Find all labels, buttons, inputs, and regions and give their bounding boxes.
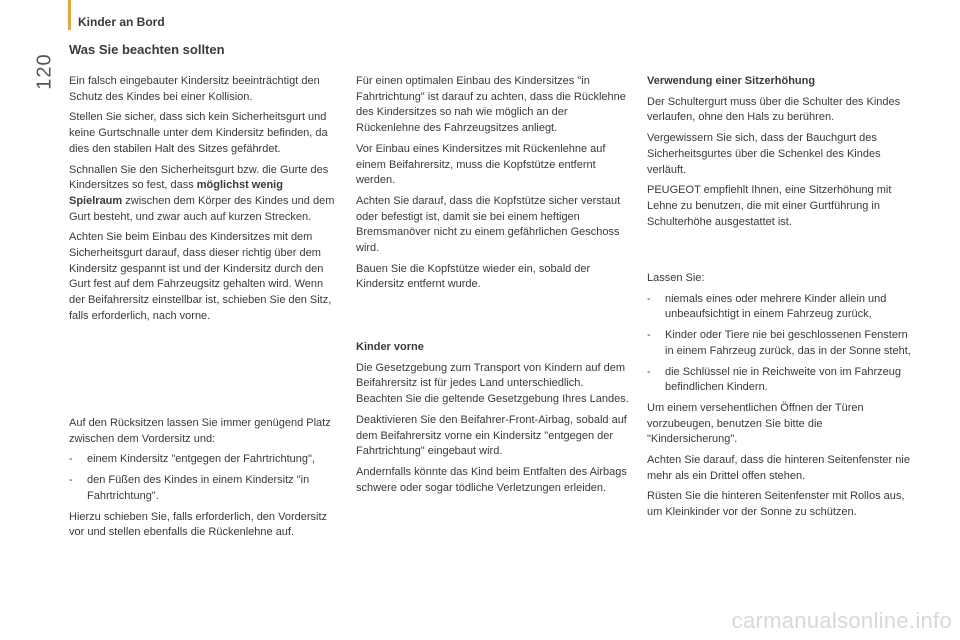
text-span: zwischen dem Körper des Kindes und dem Gurt besteht, und zwar auch auf kurzen Strecken. — [69, 194, 335, 223]
paragraph: Ein falsch eingebauter Kindersitz beeinträchtigt den Schutz des Kindes bei einer Kollision. — [69, 75, 320, 103]
column-right — [647, 74, 915, 230]
paragraph: Rüsten Sie die hinteren Seitenfenster mit Rollos aus, um Kleinkinder vor der Sonne zu schützen. — [647, 490, 905, 519]
list-item-text: niemals eines oder mehrere Kinder allein und unbeaufsichtigt in einem Fahrzeug zurück, — [665, 292, 887, 321]
column-left — [69, 74, 339, 325]
paragraph: Deaktivieren Sie den Beifahrer-Front-Airbag, sobald auf dem Beifahrersitz vorne ein Kindersitz "entgegen der Fahrtrichtung" eingebaut wird. — [356, 413, 627, 458]
column-middle — [356, 74, 631, 293]
paragraph: Achten Sie beim Einbau des Kindersitzes mit dem Sicherheitsgurt darauf, dass dieser richtig über dem Kindersitz gespannt ist und der Kindersitz durch den Gurt fest auf dem Fahrzeugsitz gehalten wird. Wenn der Beifahrersitz einstellbar ist, schieben Sie den Sitz, falls erforderlich, nach vorne. — [69, 231, 332, 322]
emphasis: möglichst wenig Spielraum — [69, 179, 283, 207]
text-span: Schnallen Sie den Sicherheitsgurt bzw. die Gurte des Kindersitzes so fest, dass — [69, 163, 329, 192]
dash-bullet: - — [647, 292, 651, 305]
paragraph: Bauen Sie die Kopfstütze wieder ein, sobald der Kindersitz entfernt wurde. — [356, 262, 591, 291]
list-item — [647, 328, 915, 359]
chapter-title: Kinder an Bord — [78, 15, 165, 29]
paragraph: Vergewissern Sie sich, dass der Bauchgurt des Sicherheitsgurtes über die Schenkel des Kindes verläuft. — [647, 132, 881, 176]
paragraph: Um einem versehentlichen Öffnen der Türen vorzubeugen, benutzen Sie bitte die "Kindersicherung". — [647, 401, 864, 446]
list-item — [69, 473, 339, 504]
column-middle-lower — [356, 340, 631, 496]
paragraph: Der Schultergurt muss über die Schulter des Kindes verlaufen, ohne den Hals zu berühren. — [647, 95, 901, 124]
paragraph: Achten Sie darauf, dass die hinteren Seitenfenster nie mehr als ein Drittel offen stehen. — [647, 454, 910, 482]
paragraph: Andernfalls könnte das Kind beim Entfalten des Airbags schwere oder sogar tödliche Verletzungen erleiden. — [356, 465, 627, 494]
section-heading: Verwendung einer Sitzerhöhung — [647, 75, 816, 87]
paragraph: Auf den Rücksitzen lassen Sie immer genügend Platz zwischen dem Vordersitz und: — [69, 417, 331, 445]
list-item-text: Kinder oder Tiere nie bei geschlossenen Fenstern in einem Fahrzeug zurück, das in der Sonne steht, — [665, 329, 911, 357]
watermark-text: carmanualsonline.info — [731, 608, 952, 633]
list-item-text: die Schlüssel nie in Reichweite von im Fahrzeug befindlichen Kindern. — [665, 365, 902, 394]
paragraph: Lassen Sie: — [647, 272, 705, 284]
dash-bullet: - — [69, 453, 73, 466]
paragraph: Hierzu schieben Sie, falls erforderlich, den Vordersitz vor und stellen ebenfalls die Rückenlehne auf. — [69, 510, 328, 539]
paragraph: Die Gesetzgebung zum Transport von Kindern auf dem Beifahrersitz ist für jedes Land unterschiedlich. Beachten Sie die geltende Gesetzgebung Ihres Landes. — [356, 361, 629, 406]
paragraph: Vor Einbau eines Kindersitzes mit Rückenlehne auf einem Beifahrersitz, muss die Kopfstütze entfernt werden. — [356, 142, 606, 187]
paragraph: Stellen Sie sicher, dass sich kein Sicherheitsgurt und keine Gurtschnalle unter dem Kindersitz befinden, da dies den stabilen Halt des Sitzes gefährdet. — [69, 111, 328, 155]
paragraph: Achten Sie darauf, dass die Kopfstütze sicher verstaut oder befestigt ist, damit sie bei einem heftigen Bremsmanöver nicht zu einem gefährlichen Geschoss wird. — [356, 194, 621, 255]
paragraph: Für einen optimalen Einbau des Kindersitzes "in Fahrtrichtung" ist darauf zu achten, dass die Rücklehne des Kindersitzes so nah wie möglich an der Rückenlehne des Fahrzeugsitzes anliegt. — [356, 75, 626, 135]
dash-bullet: - — [69, 474, 73, 487]
chapter-accent-bar — [68, 0, 71, 30]
list-item-text: einem Kindersitz "entgegen der Fahrtrichtung", — [87, 453, 315, 466]
paragraph — [69, 163, 339, 226]
column-right-lower — [647, 271, 915, 521]
dash-bullet: - — [647, 329, 651, 342]
list-item-text: den Füßen des Kindes in einem Kindersitz "in Fahrtrichtung". — [87, 474, 310, 502]
column-left-lower — [69, 416, 339, 541]
page-number: 120 — [33, 53, 56, 90]
section-heading: Kinder vorne — [356, 341, 424, 353]
list-item — [69, 452, 339, 468]
list-item — [647, 365, 915, 396]
dash-bullet: - — [647, 365, 651, 378]
list-item — [647, 292, 915, 323]
paragraph: PEUGEOT empfiehlt Ihnen, eine Sitzerhöhung mit Lehne zu benutzen, die mit einer Gurtführung in Schulterhöhe ausgestattet ist. — [647, 184, 892, 228]
page-title: Was Sie beachten sollten — [69, 42, 225, 57]
